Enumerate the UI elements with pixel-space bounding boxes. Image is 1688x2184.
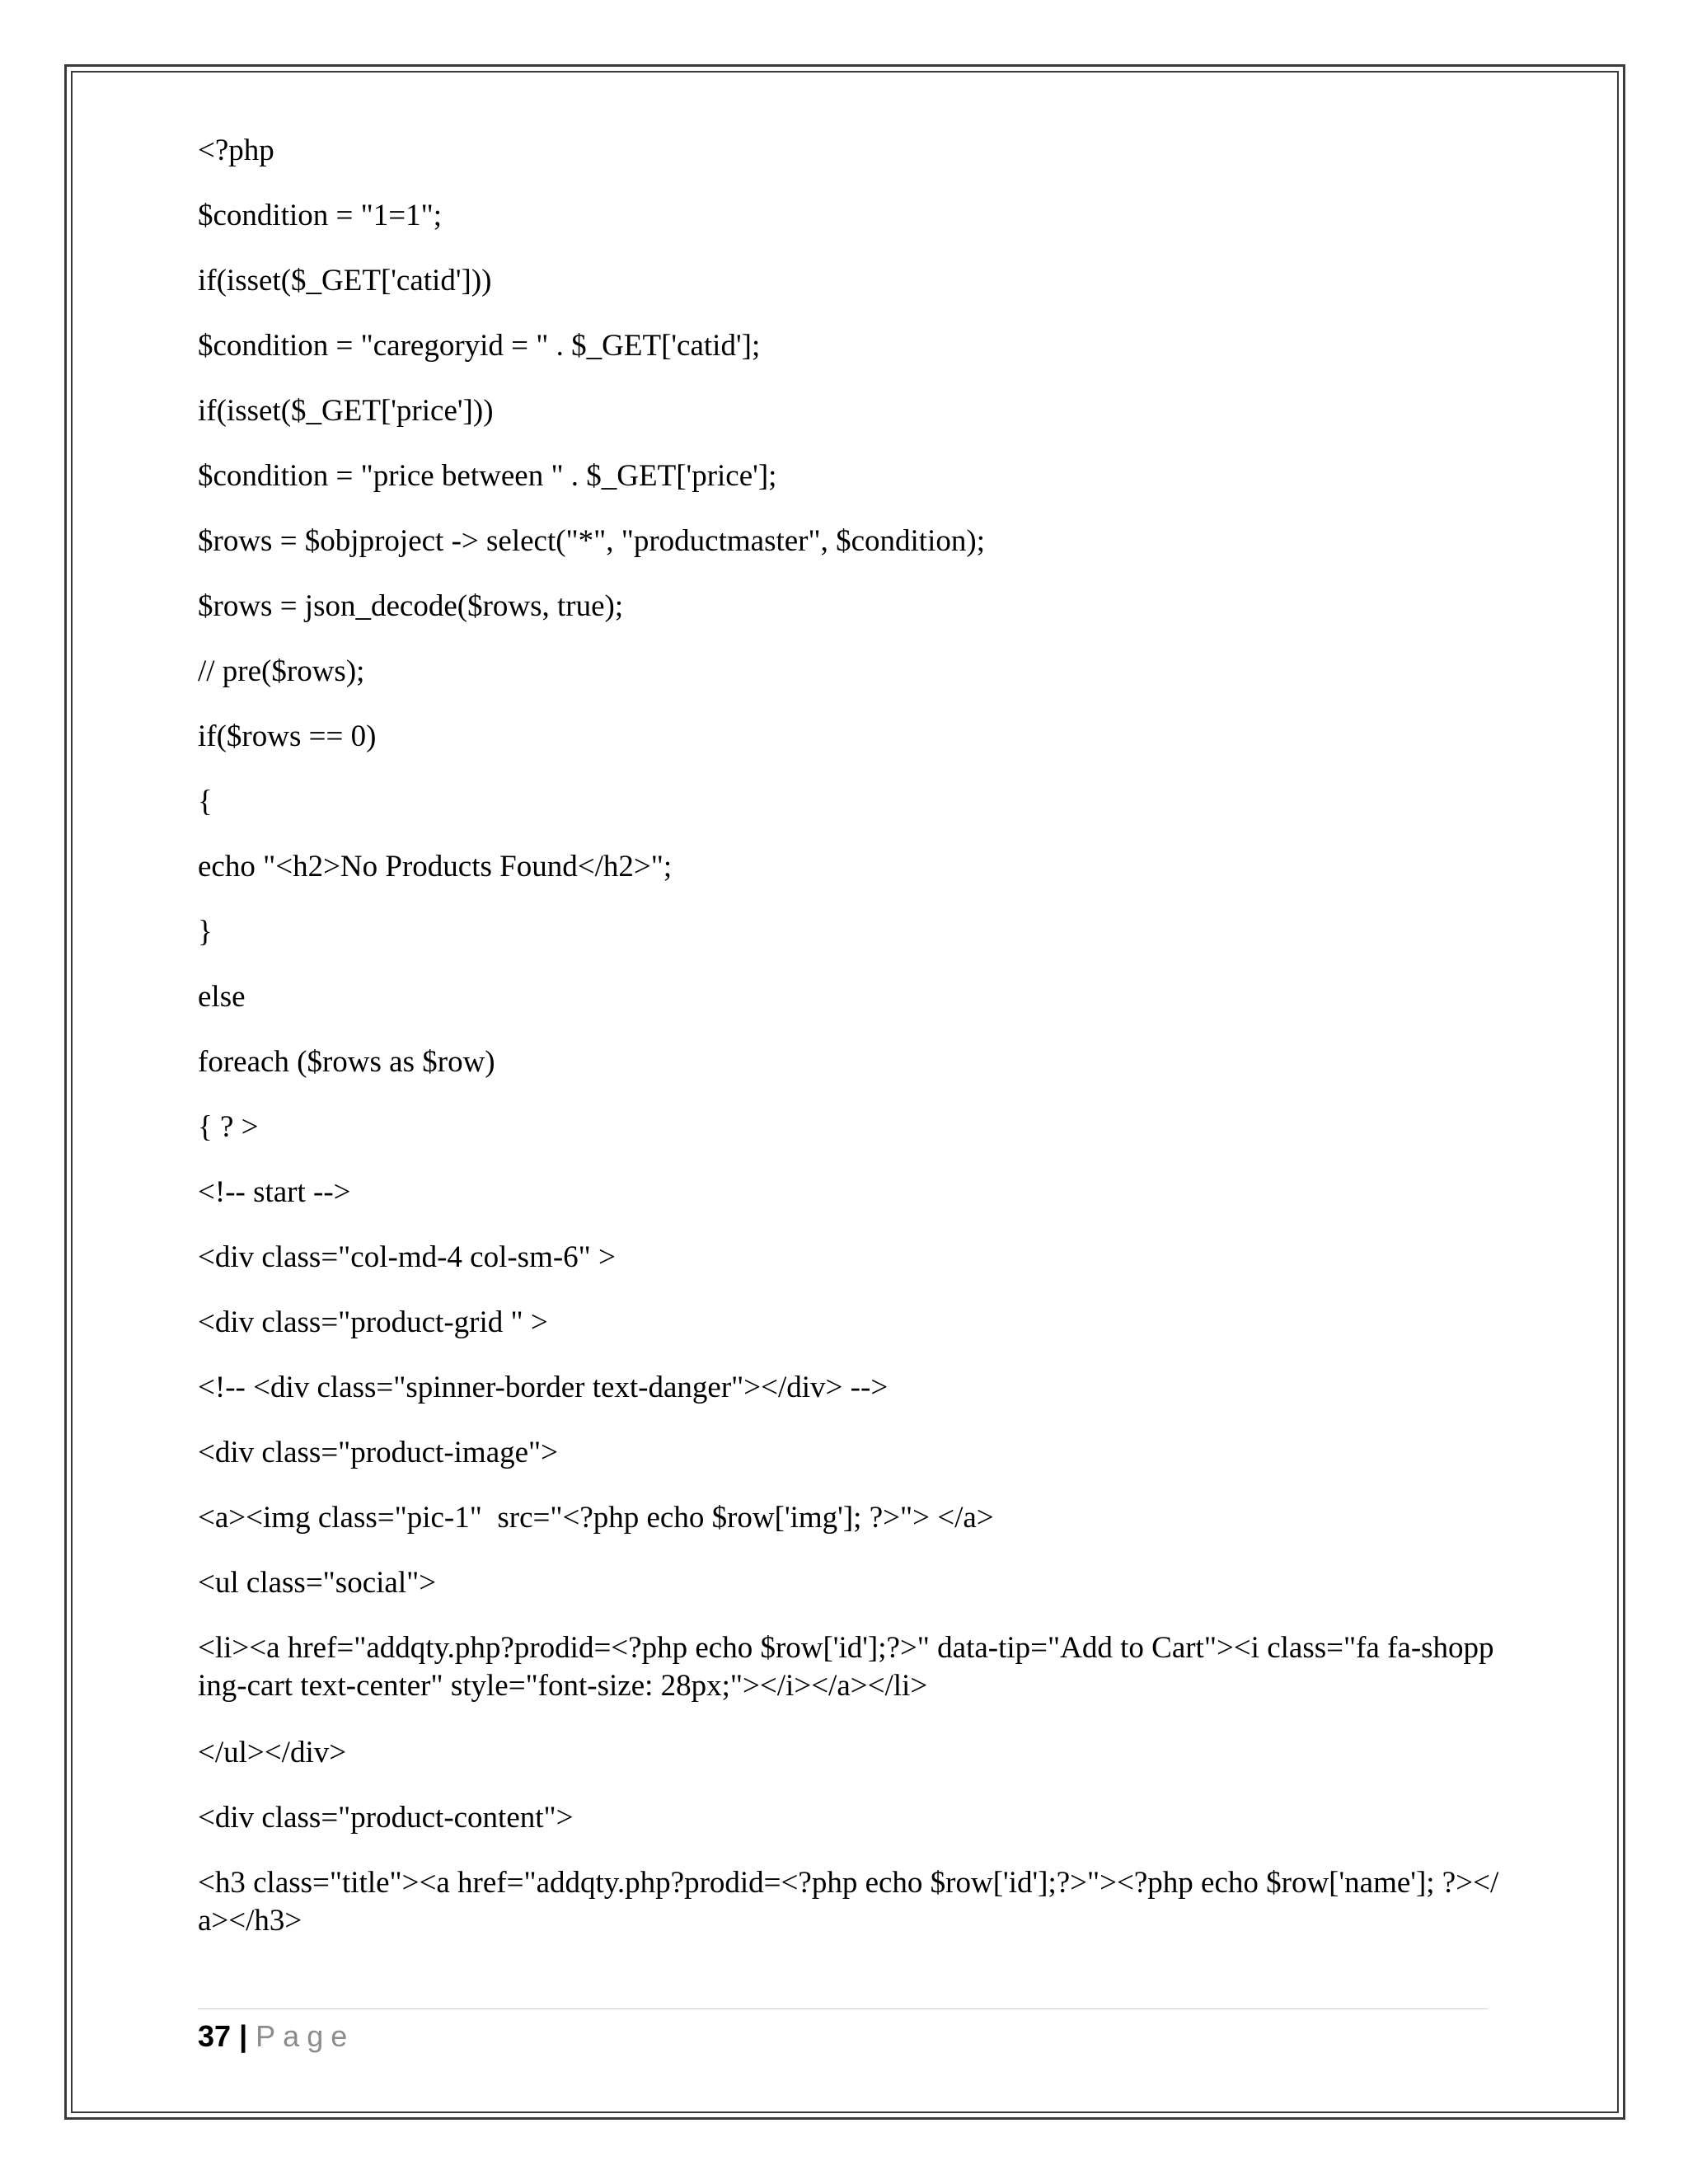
code-line: <li><a href="addqty.php?prodid=<?php echo $row['id'];?>" data-tip="Add to Cart"><i class="fa fa-shopping-cart text-center" style="font-size: 28px;"></i></a></li> xyxy=(198,1631,1494,1703)
code-line: <!-- start --> xyxy=(198,1175,351,1209)
code-line: $rows = json_decode($rows, true); xyxy=(198,589,624,623)
code-line: <div class="product-grid " > xyxy=(198,1305,548,1339)
code-line: else xyxy=(198,980,246,1014)
footer-divider xyxy=(198,2008,1488,2009)
code-line: } xyxy=(198,915,213,949)
code-line: <div class="product-content"> xyxy=(198,1801,574,1835)
page-footer xyxy=(198,2018,354,2055)
code-line: $rows = $objproject -> select("*", "productmaster", $condition); xyxy=(198,524,985,558)
footer-separator: | xyxy=(239,2019,248,2053)
code-line: if($rows == 0) xyxy=(198,719,377,753)
page-number: 37 xyxy=(198,2019,232,2053)
code-line: $condition = "price between " . $_GET['price']; xyxy=(198,459,777,493)
code-line: <?php xyxy=(198,134,274,167)
code-line: <div class="col-md-4 col-sm-6" > xyxy=(198,1240,616,1274)
code-line: if(isset($_GET['catid'])) xyxy=(198,264,492,298)
code-line: </ul></div> xyxy=(198,1736,347,1769)
code-line: { ? > xyxy=(198,1110,259,1144)
code-line: { xyxy=(198,785,213,818)
code-line: // pre($rows); xyxy=(198,654,365,688)
code-line: echo "<h2>No Products Found</h2>"; xyxy=(198,850,673,883)
code-line: <ul class="social"> xyxy=(198,1566,437,1600)
code-line: foreach ($rows as $row) xyxy=(198,1045,495,1079)
code-line: <div class="product-image"> xyxy=(198,1436,559,1469)
page-label: Page xyxy=(256,2019,355,2053)
code-line: <h3 class="title"><a href="addqty.php?prodid=<?php echo $row['id'];?>"><?php echo $row['name']; ?></a></h3> xyxy=(198,1866,1499,1938)
code-line: $condition = "1=1"; xyxy=(198,199,442,232)
code-line: if(isset($_GET['price'])) xyxy=(198,394,494,428)
code-line: <a><img class="pic-1" src="<?php echo $row['img']; ?>"> </a> xyxy=(198,1501,994,1535)
code-line: $condition = "caregoryid = " . $_GET['catid']; xyxy=(198,329,761,363)
code-line: <!-- <div class="spinner-border text-danger"></div> --> xyxy=(198,1371,889,1404)
